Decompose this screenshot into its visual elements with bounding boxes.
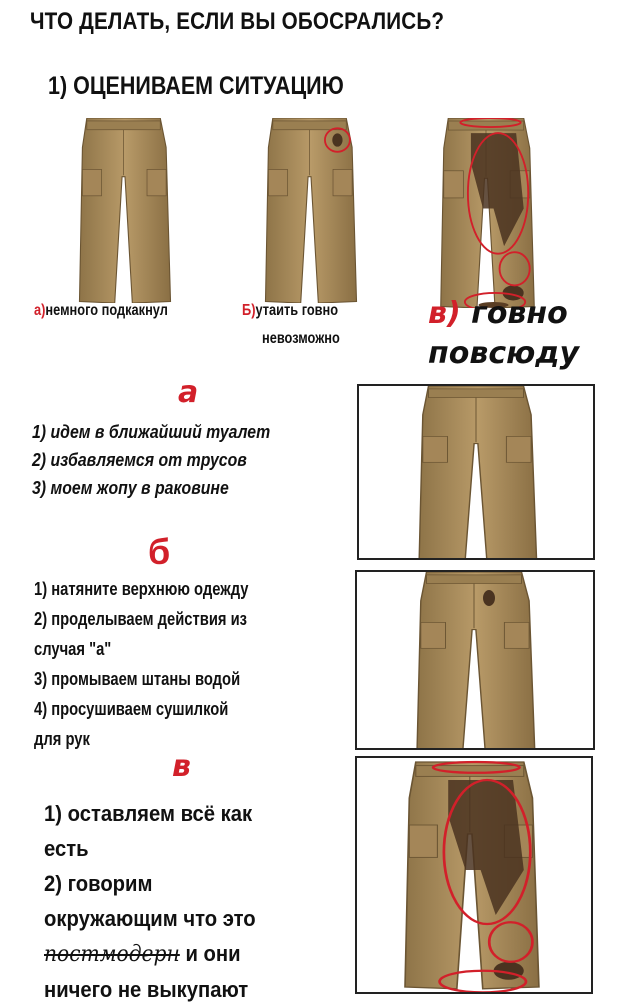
- caption-c: [428, 296, 568, 331]
- caption-c-letter: в): [428, 296, 461, 331]
- pants-image-b: [252, 118, 370, 303]
- page-title: ЧТО ДЕЛАТЬ, ЕСЛИ ВЫ ОБОСРАЛИСЬ?: [30, 8, 445, 35]
- list-item: случая "а": [34, 639, 112, 659]
- section-a-image-frame: [357, 384, 595, 560]
- pants-image-a: [70, 118, 180, 303]
- list-item: 2) избавляемся от трусов: [32, 450, 247, 470]
- caption-b-text: утаить говно: [255, 302, 339, 319]
- list-item: 4) просушиваем сушилкой: [34, 699, 229, 719]
- section-b-image-frame: [355, 570, 595, 750]
- caption-c-line2: повсюду: [428, 336, 580, 371]
- list-item: 2) проделываем действия из: [34, 609, 248, 629]
- list-item: [44, 936, 256, 972]
- handwritten-word: постмодерн: [44, 942, 180, 967]
- list-item: 2) говорим: [44, 871, 153, 896]
- list-item: есть: [44, 836, 89, 861]
- list-item-rest: и они: [179, 941, 241, 966]
- caption-a-letter: а): [34, 302, 46, 319]
- caption-a-text: немного подкакнул: [45, 302, 168, 319]
- section-c-list: [44, 796, 256, 1007]
- caption-b-letter: Б): [242, 302, 256, 319]
- list-item: 1) натяните верхнюю одежду: [34, 579, 249, 599]
- caption-b: [242, 302, 338, 320]
- section-c-letter: в: [172, 749, 191, 784]
- list-item: для рук: [34, 729, 90, 749]
- section-a-letter: а: [178, 375, 199, 410]
- step-heading: 1) ОЦЕНИВАЕМ СИТУАЦИЮ: [48, 72, 344, 100]
- list-item: 3) моем жопу в раковине: [32, 478, 229, 498]
- section-a-list: [32, 418, 270, 502]
- list-item: ничего не выкупают: [44, 977, 249, 1002]
- caption-a: [34, 302, 168, 320]
- pants-image-section-b: [357, 572, 595, 750]
- pants-image-section-c: [357, 758, 593, 994]
- pants-image-section-a: [359, 386, 595, 560]
- section-b-list: [34, 574, 248, 754]
- caption-c-text: говно: [460, 296, 568, 331]
- caption-b-line2: невозможно: [262, 330, 340, 347]
- list-item: 3) промываем штаны водой: [34, 669, 241, 689]
- pants-image-c: [425, 118, 550, 308]
- section-c-image-frame: [355, 756, 593, 994]
- list-item: 1) идем в ближайший туалет: [32, 422, 271, 442]
- list-item: окружающим что это: [44, 906, 256, 931]
- section-b-letter: б: [148, 531, 171, 572]
- list-item: 1) оставляем всё как: [44, 801, 253, 826]
